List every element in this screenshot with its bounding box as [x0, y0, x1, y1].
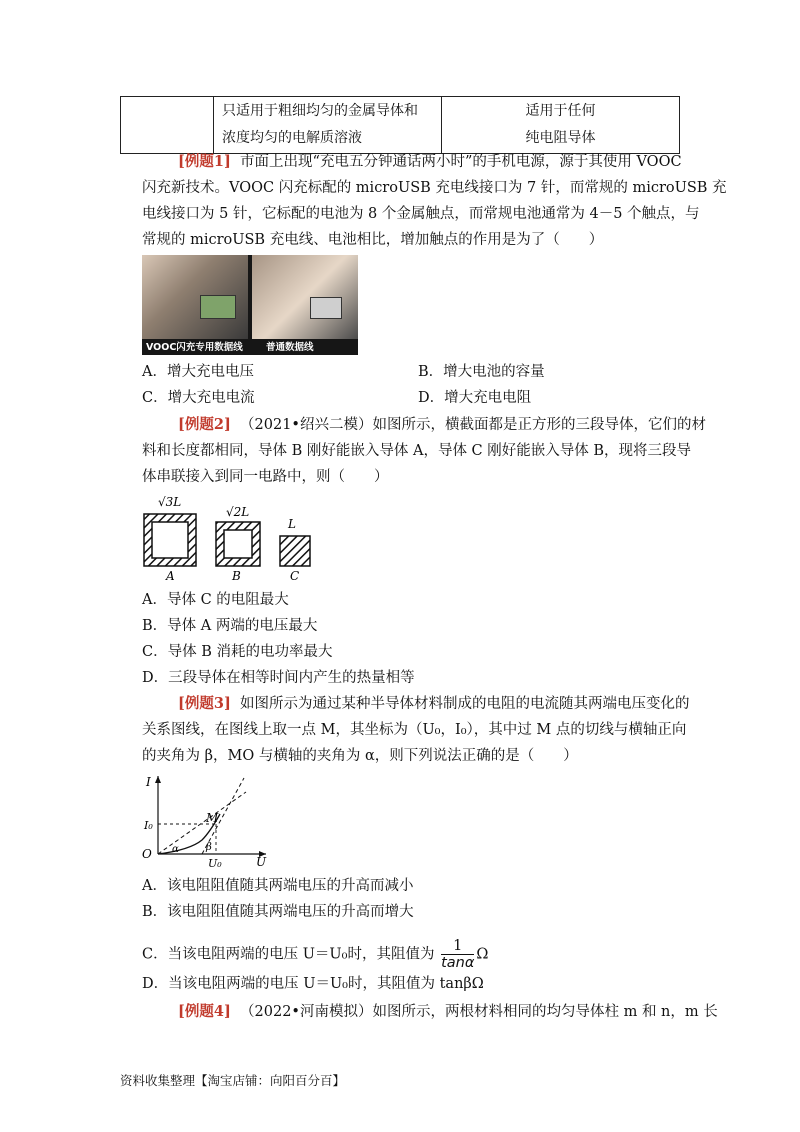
q3-line-3: 的夹角为 β，MO 与横轴的夹角为 α，则下列说法正确的是（ ）	[142, 748, 578, 764]
q3-option-d: D．当该电阻两端的电压 U＝U₀时，其阻值为 tanβΩ	[142, 976, 484, 992]
q2-option-d: D．三段导体在相等时间内产生的热量相等	[142, 670, 415, 686]
q1-option-b: B．增大电池的容量	[418, 364, 545, 380]
q2-option-c: C．导体 B 消耗的电功率最大	[142, 644, 333, 660]
q1-line-1: [例题1] 市面上出现“充电五分钟通话两小时”的手机电源，源于其使用 VOOC	[178, 153, 682, 170]
i0-label: I₀	[144, 819, 153, 832]
axis-u-label: U	[256, 855, 267, 869]
q2-option-a: A．导体 C 的电阻最大	[142, 592, 289, 608]
beta-label: β	[206, 842, 212, 853]
conductor-a-size: √3L	[158, 495, 182, 509]
q4-line-1: [例题4] （2022•河南模拟）如图所示，两根材料相同的均匀导体柱 m 和 n，m 长	[178, 1003, 718, 1020]
fraction-denominator: tanα	[441, 955, 475, 971]
q3-line-2: 关系图线，在图线上取一点 M，其坐标为（U₀，I₀），其中过 M 点的切线与横轴正向	[142, 722, 687, 738]
table-cell-empty	[121, 97, 214, 154]
conductor-b-label: B	[232, 569, 241, 583]
conductor-diagram	[130, 490, 330, 586]
q3-line-1: [例题3] 如图所示为通过某种半导体材料制成的电阻的电流随其两端电压变化的	[178, 695, 690, 712]
conductor-b-size: √2L	[226, 505, 250, 519]
i-axis-arrow	[155, 776, 161, 783]
q4-tag: [例题4]	[178, 1003, 231, 1020]
conductor-c-shape	[280, 536, 310, 566]
photo-caption-left: VOOC闪充专用数据线	[146, 342, 243, 353]
fraction	[441, 938, 474, 971]
alpha-label: α	[172, 844, 179, 855]
conductor-a-label: A	[166, 569, 175, 583]
q3-option-c: C．当该电阻两端的电压 U＝U₀时，其阻值为 $\frac{1}{\tan\alpha}$ Ω	[142, 938, 489, 971]
comparison-table	[120, 96, 680, 154]
q2-option-b: B．导体 A 两端的电压最大	[142, 618, 318, 634]
conductor-c-label: C	[290, 569, 300, 583]
page-footer: 资料收集整理【淘宝店铺：向阳百分百】	[120, 1073, 346, 1088]
normal-connector-shape	[310, 297, 342, 319]
q3-option-b: B．该电阻阻值随其两端电压的升高而增大	[142, 904, 414, 920]
fraction-numerator: 1	[441, 938, 474, 955]
q2-line-3: 体串联接入到同一电路中，则（ ）	[142, 469, 389, 485]
table-cell-scope-2: 适用于任何 纯电阻导体	[442, 97, 680, 154]
iv-curve-graph	[138, 770, 278, 870]
q3-tag: [例题3]	[178, 695, 231, 712]
conductor-c-size: L	[288, 517, 296, 531]
u0-label: U₀	[208, 857, 222, 870]
q1-option-d: D．增大充电电阻	[418, 390, 532, 406]
conductor-a-shape	[144, 514, 196, 566]
q1-line-3: 电线接口为 5 针，它标配的电池为 8 个金属触点，而常规电池通常为 4－5 个触点，与	[142, 206, 700, 222]
q2-line-2: 料和长度都相同，导体 B 刚好能嵌入导体 A，导体 C 刚好能嵌入导体 B，现将三段导	[142, 443, 692, 459]
table-row	[121, 97, 680, 154]
q3-option-a: A．该电阻阻值随其两端电压的升高而减小	[142, 878, 414, 894]
axis-i-label: I	[146, 775, 151, 789]
point-m-label: M	[206, 811, 219, 825]
table-cell-scope-1: 只适用于粗细均匀的金属导体和 浓度均匀的电解质溶液	[214, 97, 442, 154]
q2-line-1: [例题2] （2021•绍兴二模）如图所示，横截面都是正方形的三段导体，它们的材	[178, 416, 706, 433]
q1-line-2: 闪充新技术。VOOC 闪充标配的 microUSB 充电线接口为 7 针，而常规的 microUSB 充	[142, 180, 727, 196]
cable-photo	[142, 255, 358, 355]
vooc-cable-photo	[142, 255, 248, 339]
q1-option-c: C．增大充电电流	[142, 390, 255, 406]
q1-tag: [例题1]	[178, 153, 231, 170]
q1-option-a: A．增大充电电压	[142, 364, 254, 380]
normal-cable-photo	[252, 255, 358, 339]
origin-label: O	[142, 847, 152, 861]
q2-tag: [例题2]	[178, 416, 231, 433]
conductor-b-shape	[216, 522, 260, 566]
photo-caption-right: 普通数据线	[266, 342, 314, 353]
vooc-connector-shape	[200, 295, 236, 319]
q1-line-4: 常规的 microUSB 充电线、电池相比，增加触点的作用是为了（ ）	[142, 232, 604, 248]
